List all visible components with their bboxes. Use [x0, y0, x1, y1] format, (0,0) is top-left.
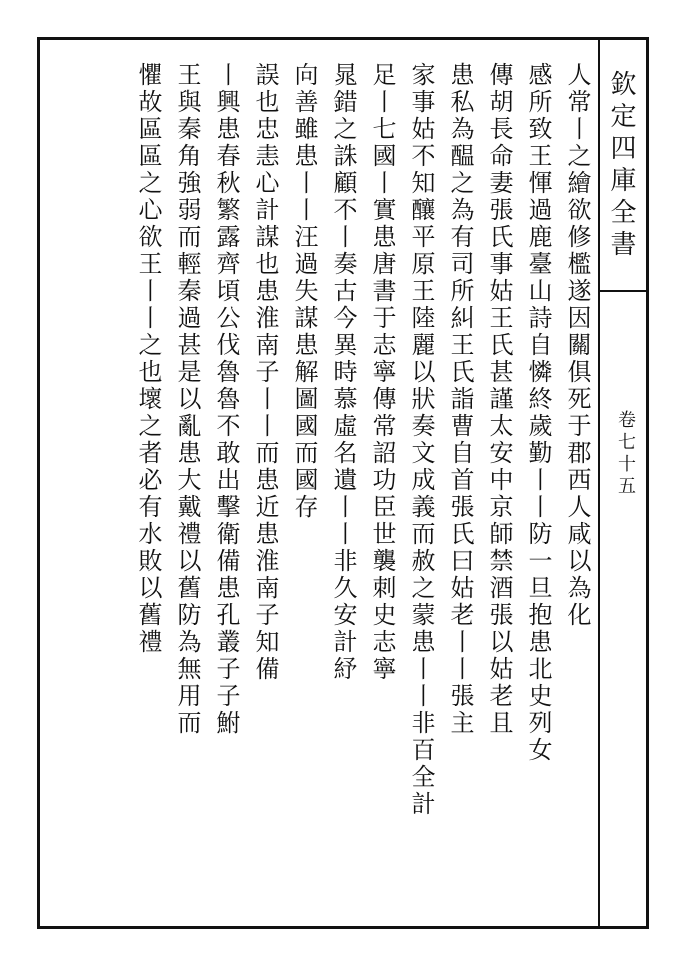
text-column-7: 晁錯之誅顧不丨奏古今異時慕虛名遺丨丨非久安計紓 [329, 62, 357, 683]
volume-label: 卷七十五 [615, 410, 636, 498]
text-column-11: 王與秦角強弱而輕秦過甚是以亂患大戴禮以舊防為無用而 [173, 62, 201, 737]
book-title: 欽定四庫全書 [606, 70, 636, 262]
text-column-5: 家事姑不知釀平原王陸麗以狀奏文成義而赦之蒙患丨丨非百全計 [407, 62, 435, 818]
text-column-10: 丨興患春秋繁露齊頃公伐魯魯不敢出擊衛備患孔叢子子鮒 [212, 62, 240, 737]
text-column-4: 患私為醖之為有司所糾王氏詣曹自首張氏曰姑老丨丨張主 [446, 62, 474, 737]
margin-tick [598, 290, 646, 292]
margin-divider [598, 37, 600, 926]
text-column-12: 懼故區區之心欲王丨丨之也壞之者必有水敗以舊禮 [134, 62, 162, 656]
text-column-1: 人常丨之繪欲修檻遂因關俱死于郡西人咸以為化 [563, 62, 591, 629]
text-column-9: 誤也忠恚心計謀也患淮南子丨丨而患近患淮南子知備 [251, 62, 279, 683]
text-column-2: 感所致王惲過鹿臺山詩自憐終歲勤丨丨防一旦抱患北史列女 [524, 62, 552, 764]
text-column-3: 傳胡長命妻張氏事姑王氏甚謹太安中京師禁酒張以姑老且 [485, 62, 513, 737]
text-column-6: 足丨七國丨實患唐書于志寧傳常詔功臣世襲刺史志寧 [368, 62, 396, 683]
text-column-8: 向善雖患丨丨汪過失謀患解圖國而國存 [290, 62, 318, 521]
